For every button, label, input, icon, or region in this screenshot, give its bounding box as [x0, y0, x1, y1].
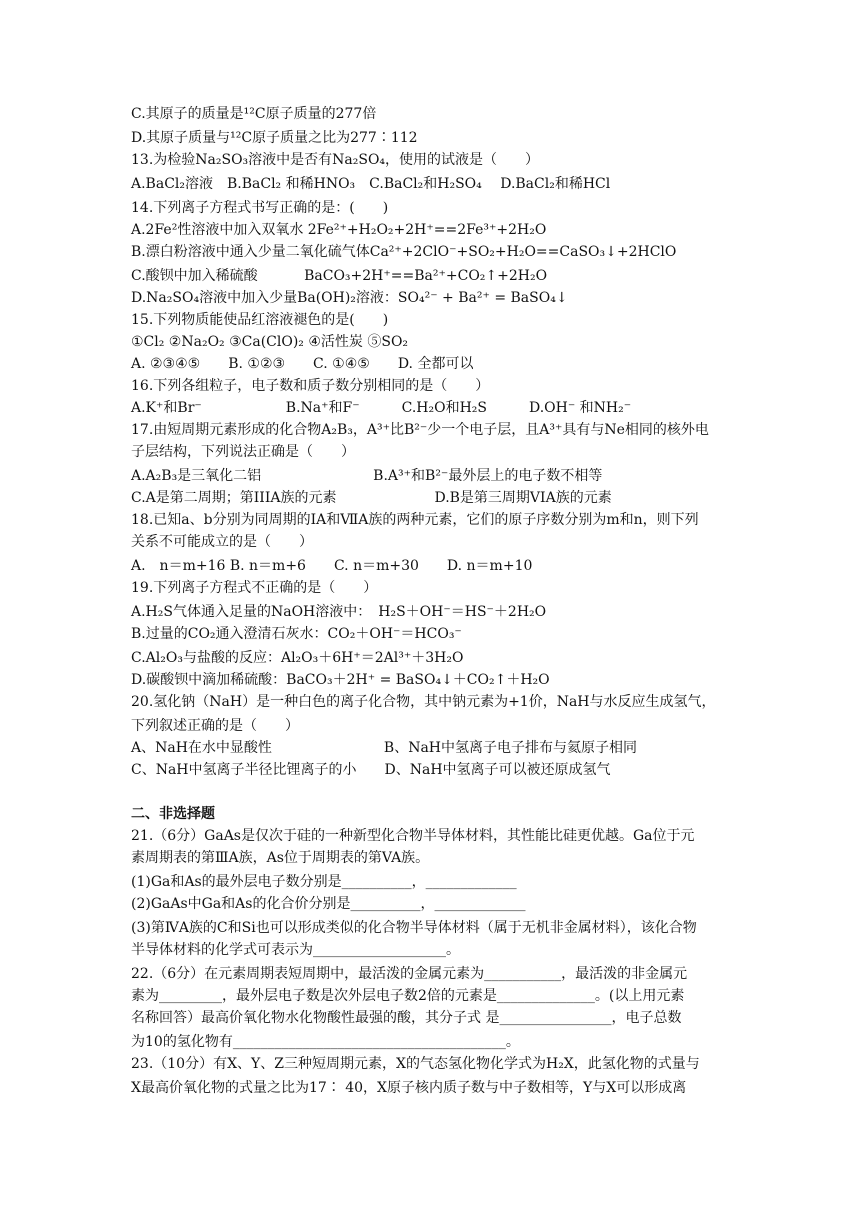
- text-line: D.Na₂SO₄溶液中加入少量Ba(OH)₂溶液：SO₄²⁻ + Ba²⁺ = BaSO₄↓: [131, 290, 568, 306]
- text-line: A.A₂B₃是三氧化二铝 B.A³⁺和B²⁻最外层上的电子数不相等: [131, 468, 603, 484]
- text-line: (3)第ⅣA族的C和Si也可以形成类似的化合物半导体材料（属于无机非金属材料），该化合物: [131, 920, 697, 936]
- text-line: A.K⁺和Br⁻ B.Na⁺和F⁻ C.H₂O和H₂S D.OH⁻ 和NH₂⁻: [131, 400, 632, 416]
- text-line: D.其原子质量与¹²C原子质量之比为277∶112: [131, 130, 418, 146]
- text-line: B.漂白粉溶液中通入少量二氧化硫气体Ca²⁺+2ClO⁻+SO₂+H₂O==CaSO₃↓+2HClO: [131, 244, 677, 260]
- text-line: 14.下列离子方程式书写正确的是：( ): [131, 200, 389, 216]
- text-line: 23.（10分）有X、Y、Z三种短周期元素，X的气态氢化物化学式为H₂X，此氢化物的式量与: [131, 1056, 700, 1072]
- text-line: 17.由短周期元素形成的化合物A₂B₃，A³⁺比B²⁻少一个电子层，且A³⁺具有与Ne相同的核外电: [131, 422, 709, 438]
- text-line: X最高价氧化物的式量之比为17∶ 40，X原子核内质子数与中子数相等，Y与X可以形成离: [131, 1080, 687, 1096]
- text-line: 22.（6分）在元素周期表短周期中，最活泼的金属元素为___________，最活泼的非金属元: [131, 966, 688, 982]
- text-line: A、NaH在水中显酸性 B、NaH中氢离子电子排布与氦原子相同: [131, 740, 638, 756]
- text-line: 关系不可能成立的是（ ）: [131, 534, 313, 550]
- text-line: (1)Ga和As的最外层电子数分别是__________，_____________: [131, 874, 517, 890]
- text-line: 15.下列物质能使品红溶液褪色的是( ): [131, 312, 389, 328]
- text-line: 素周期表的第ⅢA族，As位于周期表的第VA族。: [131, 850, 430, 866]
- text-line: A. n＝m+16 B. n＝m+6 C. n＝m+30 D. n＝m+10: [131, 558, 533, 574]
- text-line: D.碳酸钡中滴加稀硫酸：BaCO₃＋2H⁺ = BaSO₄↓＋CO₂↑＋H₂O: [131, 672, 550, 688]
- text-line: C.Al₂O₃与盐酸的反应：Al₂O₃＋6H⁺＝2Al³⁺＋3H₂O: [131, 650, 464, 666]
- text-line: 21.（6分）GaAs是仅次于硅的一种新型化合物半导体材料，其性能比硅更优越。Ga位于元: [131, 828, 695, 844]
- text-line: 半导体材料的化学式可表示为___________________。: [131, 942, 460, 958]
- text-line: 下列叙述正确的是（ ）: [131, 718, 299, 734]
- text-line: 16.下列各组粒子，电子数和质子数分别相同的是（ ）: [131, 378, 490, 394]
- text-line: 19.下列离子方程式不正确的是（ ）: [131, 580, 378, 596]
- text-line: ①Cl₂ ②Na₂O₂ ③Ca(ClO)₂ ④活性炭 ⑤SO₂: [131, 334, 409, 350]
- text-line: 子层结构，下列说法正确是（ ）: [131, 444, 355, 460]
- text-line: C、NaH中氢离子半径比锂离子的小 D、NaH中氢离子可以被还原成氢气: [131, 762, 611, 778]
- text-line: A. ②③④⑤ B. ①②③ C. ①④⑤ D. 全都可以: [131, 356, 474, 372]
- text-line: 13.为检验Na₂SO₃溶液中是否有Na₂SO₄，使用的试液是（ ）: [131, 152, 540, 168]
- text-line: B.过量的CO₂通入澄清石灰水：CO₂＋OH⁻＝HCO₃⁻: [131, 626, 462, 642]
- text-line: C.其原子的质量是¹²C原子质量的277倍: [131, 106, 377, 122]
- text-line: 名称回答）最高价氧化物水化物酸性最强的酸，其分子式 是________________，电子总数: [131, 1010, 682, 1026]
- text-line: 素为_________，最外层电子数是次外层电子数2倍的元素是______________。(以上用元素: [131, 988, 685, 1004]
- text-line: C.酸钡中加入稀硫酸 BaCO₃+2H⁺==Ba²⁺+CO₂↑+2H₂O: [131, 268, 548, 284]
- text-line: A.2Fe²性溶液中加入双氧水 2Fe²⁺+H₂O₂+2H⁺==2Fe³⁺+2H₂O: [131, 222, 547, 238]
- text-line: 20.氢化钠（NaH）是一种白色的离子化合物，其中钠元素为+1价，NaH与水反应生成氢气，: [131, 694, 716, 710]
- text-line: 为10的氢化物有_______________________________________。: [131, 1034, 520, 1050]
- section-heading: 二、非选择题: [131, 806, 215, 822]
- text-line: A.H₂S气体通入足量的NaOH溶液中： H₂S＋OH⁻＝HS⁻＋2H₂O: [131, 604, 547, 620]
- text-line: 18.已知a、b分别为同周期的ⅠA和ⅦA族的两种元素，它们的原子序数分别为m和n，则下列: [131, 512, 699, 528]
- text-line: C.A是第二周期；第IIIA族的元素 D.B是第三周期VIA族的元素: [131, 490, 612, 506]
- text-line: (2)GaAs中Ga和As的化合价分别是__________，_____________: [131, 896, 526, 912]
- text-line: A.BaCl₂溶液 B.BaCl₂ 和稀HNO₃ C.BaCl₂和H₂SO₄ D.BaCl₂和稀HCl: [131, 176, 611, 192]
